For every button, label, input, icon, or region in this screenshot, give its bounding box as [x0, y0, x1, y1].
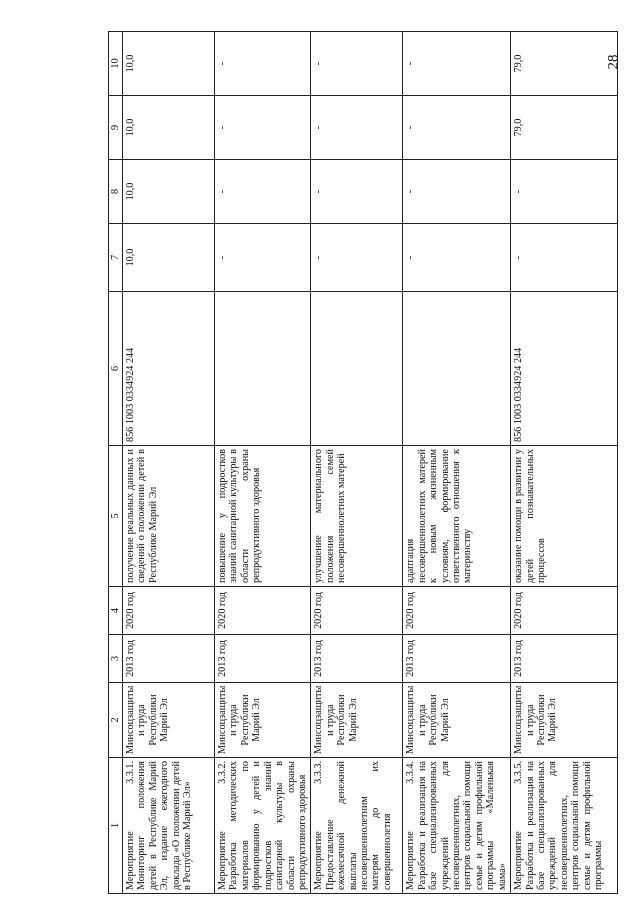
rotated-table-sheet [108, 32, 605, 894]
value-cell: 10,0 [123, 160, 215, 224]
column-number: 8 [109, 160, 123, 224]
column-number-row [109, 32, 123, 894]
budget-code-cell [403, 292, 511, 446]
end-year-cell: 2020 год [403, 587, 511, 635]
value-cell: - [215, 96, 311, 160]
budget-code-cell: 856 1003 0334924 244 [511, 292, 618, 446]
result-cell: улучшение материального положения семей несовершеннолетних матерей [311, 446, 403, 587]
result-cell: повышение у подростков знаний санитарной культуры в области охраны репродуктивного здоровья [215, 446, 311, 587]
activity-cell: Мероприятие 3.3.2. Разработка методических материалов по формированию у детей и подростков знаний санитарной культуры в области охраны репродуктивного здоровья [215, 758, 311, 894]
budget-code-cell: 856 1003 0334924 244 [123, 292, 215, 446]
end-year-cell: 2020 год [123, 587, 215, 635]
executor-cell: Минсоцзащиты и труда Республики Марий Эл [215, 683, 311, 758]
value-cell: - [511, 224, 618, 292]
value-cell: - [311, 96, 403, 160]
column-number: 9 [109, 96, 123, 160]
value-cell: 10,0 [123, 224, 215, 292]
column-number: 5 [109, 446, 123, 587]
budget-code-cell [311, 292, 403, 446]
program-activities-table [108, 31, 618, 894]
activity-cell: Мероприятие 3.3.1. Мониторинг положения детей в Республике Марий Эл, издание ежегодного доклада «О положении детей в Республике Марий Эл» [123, 758, 215, 894]
table-row [215, 32, 311, 894]
value-cell: - [403, 160, 511, 224]
activity-cell: Мероприятие 3.3.3. Предоставление ежемесячной денежной выплаты несовершеннолетним матерям до их совершеннолетия [311, 758, 403, 894]
value-cell: - [403, 32, 511, 96]
value-cell: 10,0 [123, 96, 215, 160]
start-year-cell: 2013 год [403, 635, 511, 683]
activity-cell: Мероприятие 3.3.5. Разработка и реализация на базе специализированных учреждений для несовершеннолетних, центров социальной помощи семье и детям профильной программы [511, 758, 618, 894]
start-year-cell: 2013 год [311, 635, 403, 683]
column-number: 6 [109, 292, 123, 446]
start-year-cell: 2013 год [123, 635, 215, 683]
executor-cell: Минсоцзащиты и труда Республики Марий Эл [403, 683, 511, 758]
column-number: 4 [109, 587, 123, 635]
value-cell: - [215, 224, 311, 292]
value-cell: 10,0 [123, 32, 215, 96]
value-cell: - [403, 96, 511, 160]
end-year-cell: 2020 год [215, 587, 311, 635]
value-cell: - [311, 160, 403, 224]
column-number: 2 [109, 683, 123, 758]
column-number: 3 [109, 635, 123, 683]
value-cell: - [403, 224, 511, 292]
table-row [311, 32, 403, 894]
budget-code-cell [215, 292, 311, 446]
activity-cell: Мероприятие 3.3.4. Разработка и реализация на базе специализированных учреждений для несовершеннолетних, центров социальной помощи семье и детям профильной программы «Маленькая мама» [403, 758, 511, 894]
column-number: 10 [109, 32, 123, 96]
executor-cell: Минсоцзащиты и труда Республики Марий Эл [123, 683, 215, 758]
start-year-cell: 2013 год [511, 635, 618, 683]
value-cell: - [311, 32, 403, 96]
end-year-cell: 2020 год [311, 587, 403, 635]
column-number: 1 [109, 758, 123, 894]
result-cell: адаптация несовершеннолетних матерей к новым жизненным условиям, формирование ответственного отношения к материнству [403, 446, 511, 587]
value-cell: - [311, 224, 403, 292]
executor-cell: Минсоцзащиты и труда Республики Марий Эл [511, 683, 618, 758]
result-cell: оказание помощи в развитии у детей познавательных процессов [511, 446, 618, 587]
table-row [511, 32, 618, 894]
end-year-cell: 2020 год [511, 587, 618, 635]
result-cell: получение реальных данных и сведений о положении детей в Республике Марий Эл [123, 446, 215, 587]
page-number: 28 [605, 54, 622, 70]
table-row [123, 32, 215, 894]
column-number: 7 [109, 224, 123, 292]
value-cell: - [215, 160, 311, 224]
value-cell: 79,0 [511, 32, 618, 96]
start-year-cell: 2013 год [215, 635, 311, 683]
value-cell: - [511, 160, 618, 224]
value-cell: 79,0 [511, 96, 618, 160]
executor-cell: Минсоцзащиты и труда Республики Марий Эл [311, 683, 403, 758]
table-row [403, 32, 511, 894]
value-cell: - [215, 32, 311, 96]
